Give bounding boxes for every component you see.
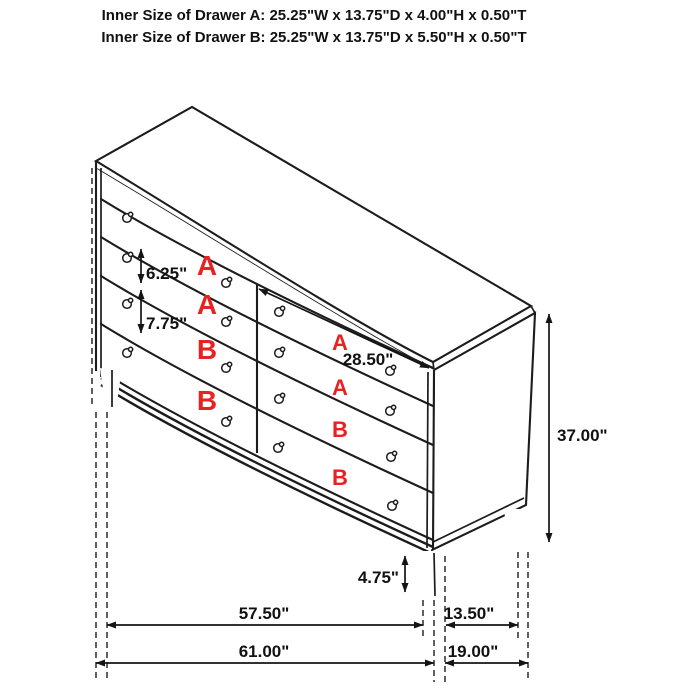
dim-label-drawer-bank-width: 28.50" [342, 350, 394, 369]
title-line-a: Inner Size of Drawer A: 25.25"W x 13.75"D x 4.00"H x 0.50"T [101, 7, 527, 24]
drawer-label-left-3: B [196, 334, 218, 365]
drawer-label-left-4: B [196, 385, 218, 416]
knob-icon [274, 442, 284, 452]
drawer-label-right-2: A [332, 375, 348, 400]
drawer-label-right-4: B [332, 465, 348, 490]
back-right-leg [504, 509, 527, 549]
dim-label-side-width: 13.50" [443, 604, 495, 623]
knob-icon [222, 316, 232, 326]
knob-icon [388, 500, 398, 510]
right-stile-outer [433, 370, 434, 550]
knob-icon [386, 405, 396, 415]
knob-icon [123, 298, 133, 308]
drawer-label-left-1: A [196, 250, 218, 281]
title-line-b: Inner Size of Drawer B: 25.25"W x 13.75"D x 5.50"H x 0.50"T [101, 29, 527, 46]
dim-label-leg-height: 4.75" [357, 568, 399, 587]
dim-label-overall-height: 37.00" [557, 426, 608, 445]
front-right-leg-edge [434, 553, 435, 596]
knob-icon [275, 306, 285, 316]
drawer-label-left-2: A [196, 289, 218, 320]
knob-icon [222, 416, 232, 426]
knob-icon [222, 277, 232, 287]
dim-label-overall-depth: 19.00" [447, 642, 499, 661]
knob-icon [387, 451, 397, 461]
drawer-label-right-1: A [332, 330, 348, 355]
dim-label-overall-width: 61.00" [238, 642, 290, 661]
top-corner-back-right [531, 306, 535, 313]
dresser-drawing [92, 107, 535, 597]
knob-icon [275, 347, 285, 357]
knob-icon [123, 252, 133, 262]
dim-label-front-width: 57.50" [238, 604, 290, 623]
drawer-label-right-3: B [332, 417, 348, 442]
knob-icon [123, 212, 133, 222]
knob-icon [123, 347, 133, 357]
dim-label-drawer-a-height: 6.25" [146, 264, 188, 283]
front-left-leg [100, 368, 121, 408]
knob-icon [222, 362, 232, 372]
front-right-leg [417, 551, 445, 597]
knob-icon [275, 393, 285, 403]
right-stile-inner [427, 372, 428, 548]
dim-label-drawer-b-height: 7.75" [146, 314, 188, 333]
